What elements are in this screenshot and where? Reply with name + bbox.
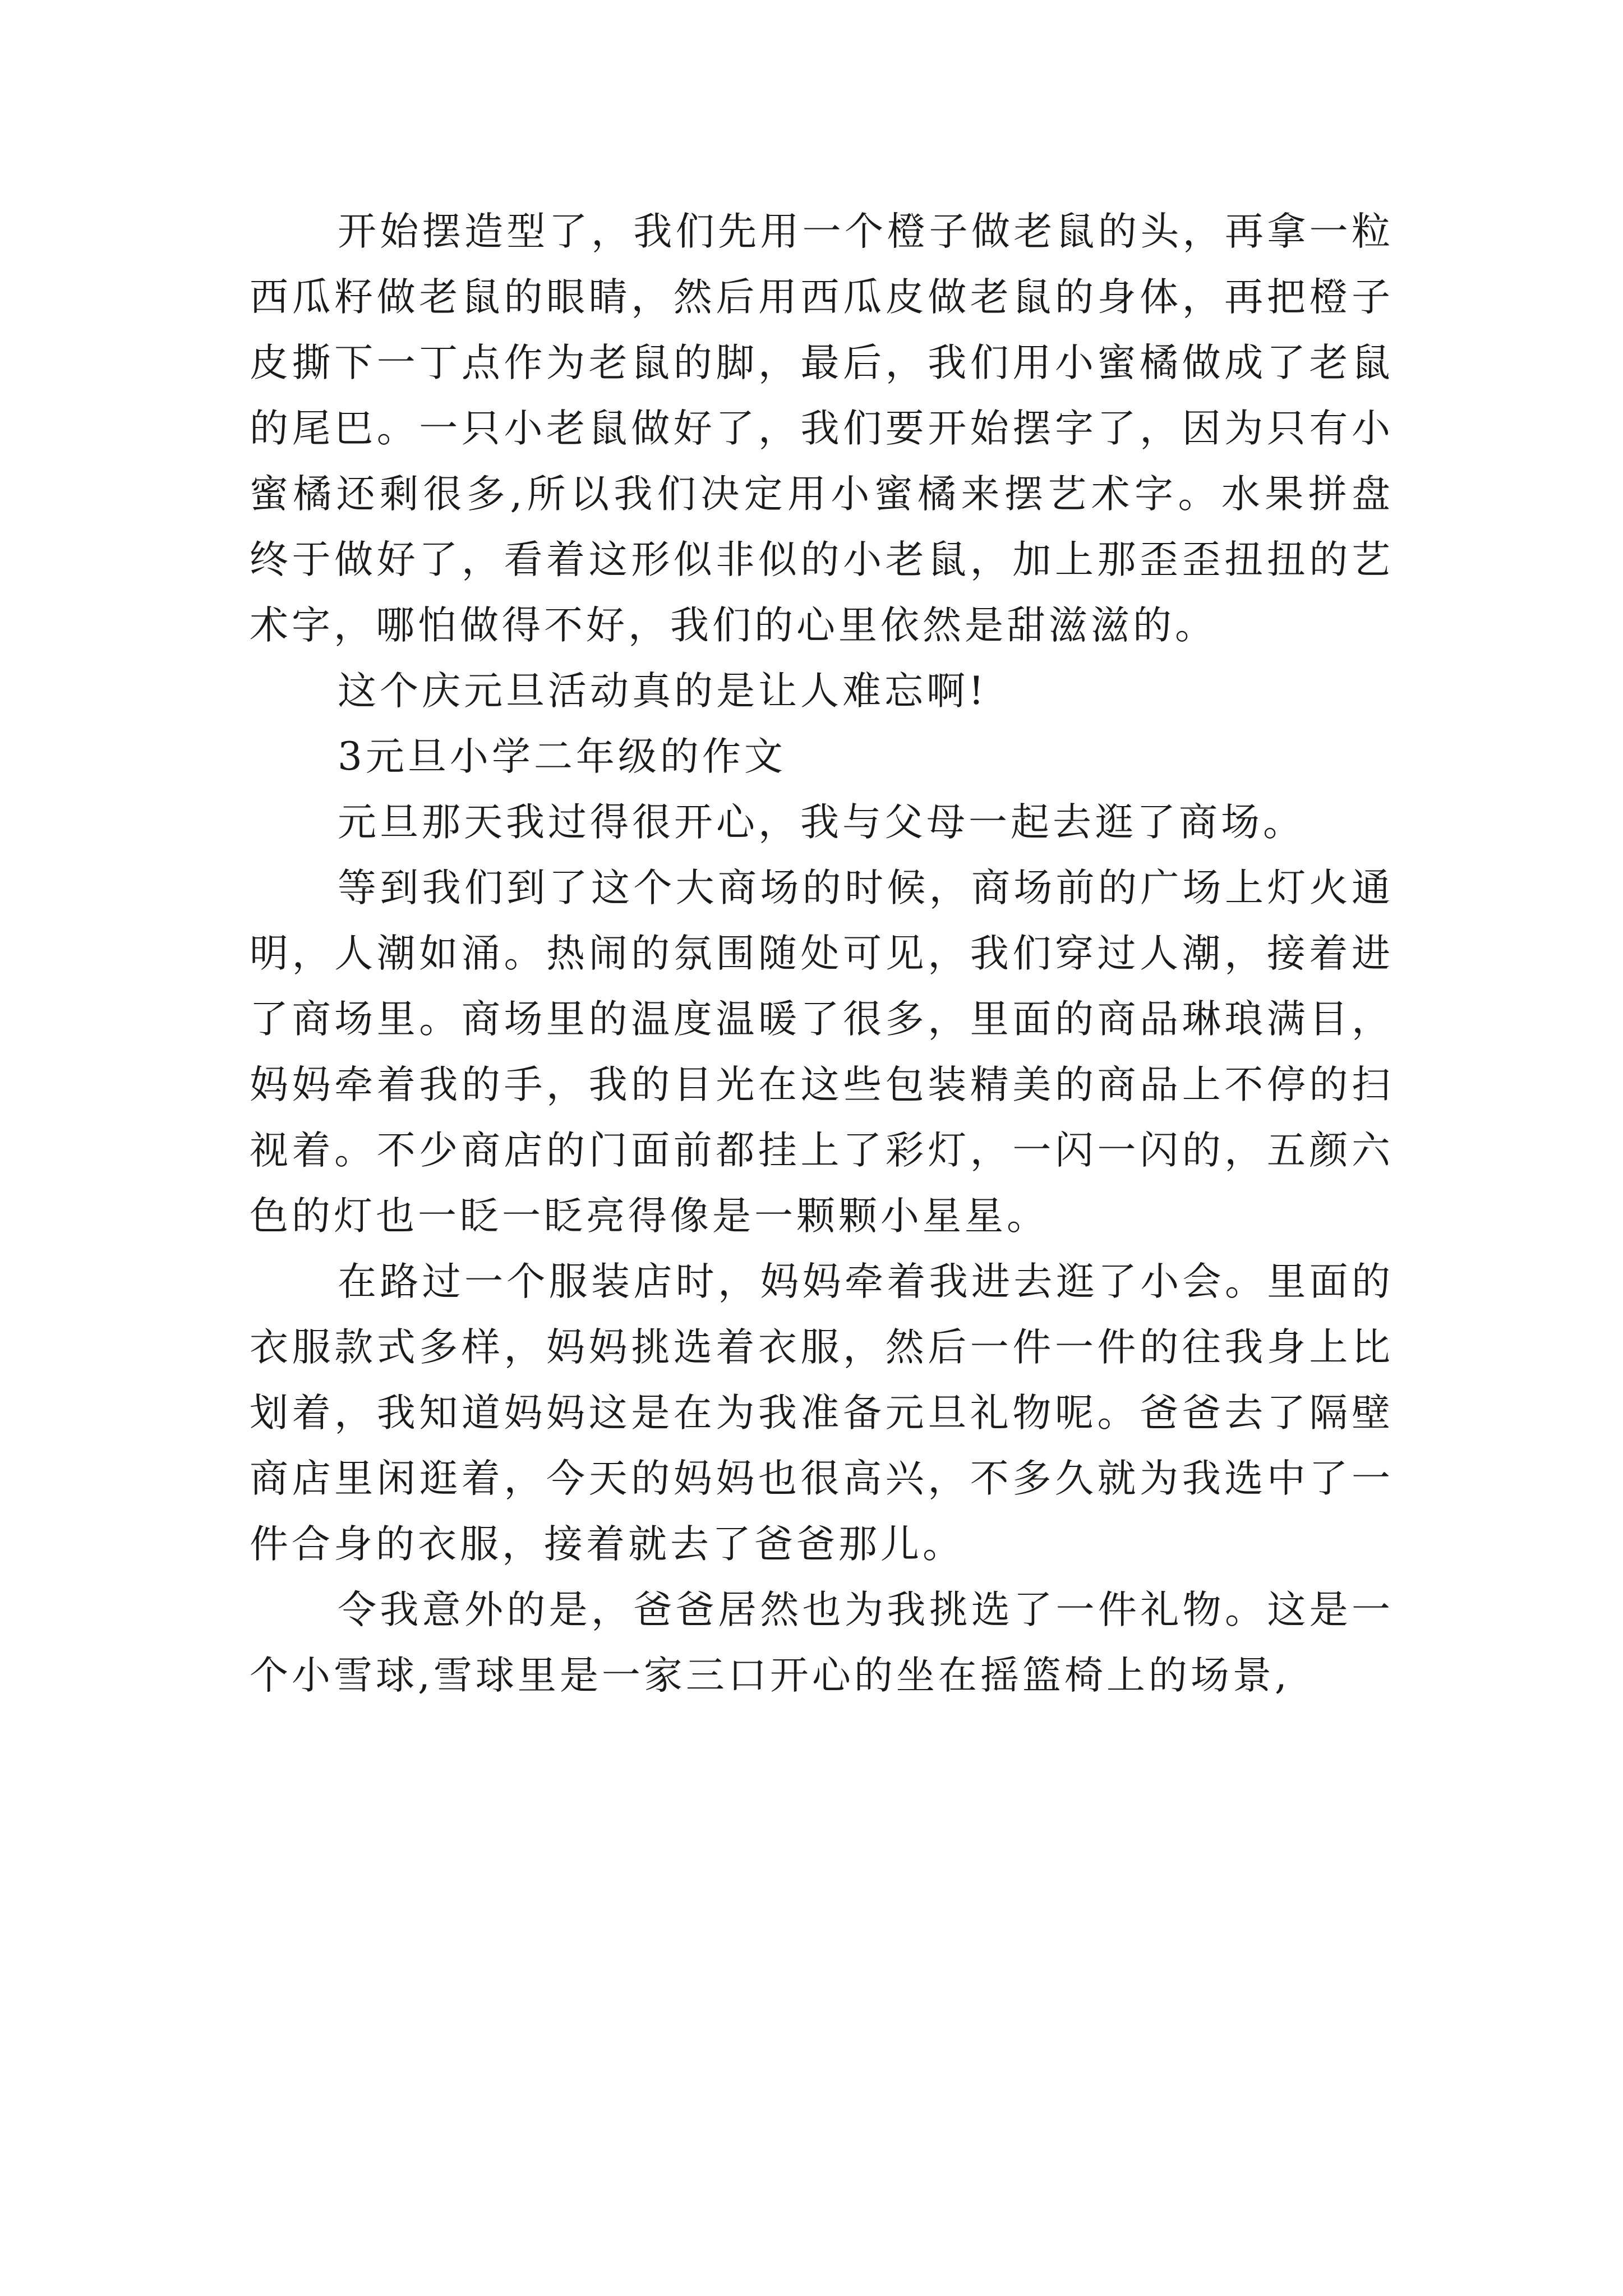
paragraph-intro: 元旦那天我过得很开心，我与父母一起去逛了商场。	[338, 800, 1305, 845]
document-body	[250, 199, 1394, 1709]
paragraph-fruit-platter: 开始摆造型了，我们先用一个橙子做老鼠的头，再拿一粒西瓜籽做老鼠的眼睛，然后用西瓜皮做老鼠的身体，再把橙子皮撕下一丁点作为老鼠的脚，最后，我们用小蜜橘做成了老鼠的尾巴。一只小老鼠做好了，我们要开始摆字了，因为只有小蜜橘还剩很多,所以我们决定用小蜜橘来摆艺术字。水果拼盘终于做好了，看着这形似非似的小老鼠，加上那歪歪扭扭的艺术字，哪怕做得不好，我们的心里依然是甜滋滋的。	[250, 209, 1394, 648]
essay-title: 3元旦小学二年级的作文	[338, 734, 786, 779]
paragraph-mall: 等到我们到了这个大商场的时候，商场前的广场上灯火通明，人潮如涌。热闹的氛围随处可见，我们穿过人潮，接着进了商场里。商场里的温度温暖了很多，里面的商品琳琅满目，妈妈牵着我的手，我的目光在这些包装精美的商品上不停的扫视着。不少商店的门面前都挂上了彩灯，一闪一闪的，五颜六色的灯也一眨一眨亮得像是一颗颗小星星。	[250, 866, 1394, 1239]
paragraph-unforgettable: 这个庆元旦活动真的是让人难忘啊!	[338, 669, 988, 714]
paragraph-clothing-store: 在路过一个服装店时，妈妈牵着我进去逛了小会。里面的衣服款式多样，妈妈挑选着衣服，然后一件一件的往我身上比划着，我知道妈妈这是在为我准备元旦礼物呢。爸爸去了隔壁商店里闲逛着，今天的妈妈也很高兴，不多久就为我选中了一件合身的衣服，接着就去了爸爸那儿。	[250, 1259, 1394, 1567]
paragraph-gift: 令我意外的是，爸爸居然也为我挑选了一件礼物。这是一个小雪球,雪球里是一家三口开心的坐在摇篮椅上的场景,	[250, 1588, 1394, 1698]
